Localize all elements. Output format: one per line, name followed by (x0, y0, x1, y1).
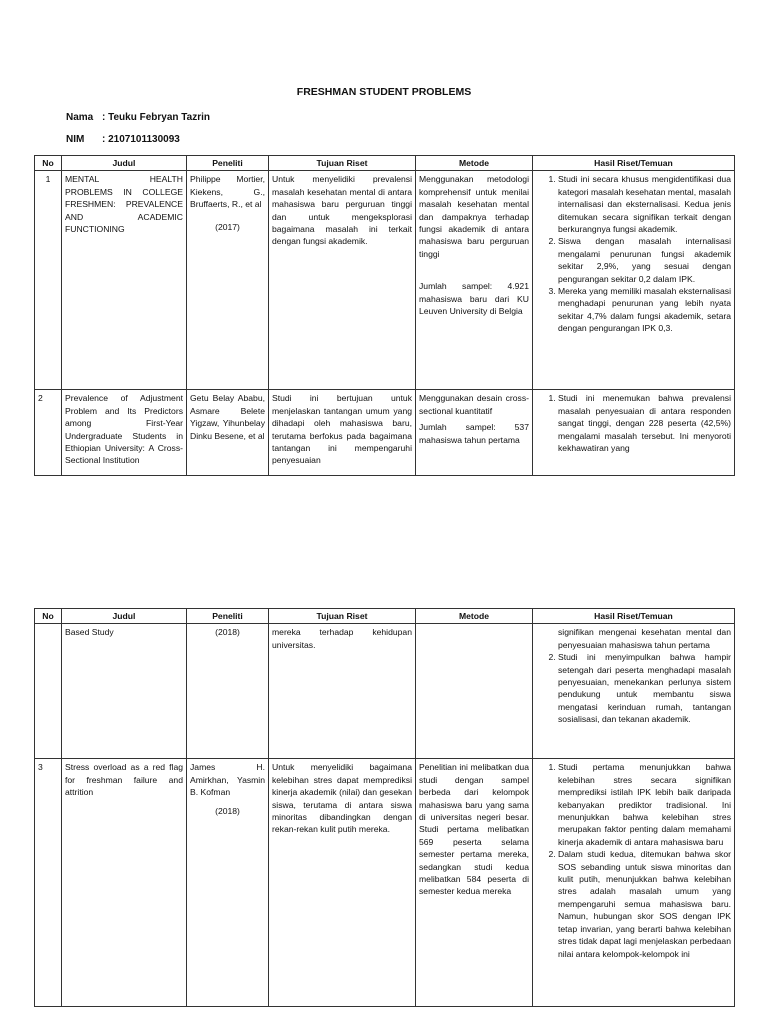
table-row (35, 759, 735, 1007)
list-item: 2. Studi ini menyimpulkan bahwa hampir setengah dari peserta menghadapi masalah penyesuaian, menekankan perlunya sistem pendukung untuk membantu siswa mengatasi kerinduan rumah, tantangan sosialisasi, dan tekanan akademik. (558, 651, 731, 725)
table-header-row (35, 609, 735, 624)
cell-metode (416, 390, 533, 476)
cell-tujuan: Untuk menyelidiki prevalensi masalah kesehatan mental di antara mahasiswa baru perguruan tinggi dan untuk mengeksplorasi bagaimana masalah ini terkait dengan fungsi akademik. (269, 171, 416, 390)
cell-hasil (533, 624, 735, 759)
header-no: No (35, 609, 62, 624)
list-item: 2. Dalam studi kedua, ditemukan bahwa skor SOS sebanding untuk siswa minoritas dan kulit putih, menunjukkan bahwa kelebihan stres adalah masalah umum yang mempengaruhi semua mahasiswa baru. Namun, hubungan skor SOS dengan IPK tetap invarian, yang berarti bahwa kelebihan stres tidak dapat lagi menjelaskan perbedaan nilai antara kelompok-kelompok ini (558, 848, 731, 960)
table-row (35, 390, 735, 476)
header-metode: Metode (416, 609, 533, 624)
peneliti-names: James H. Amirkhan, Yasmin B. Kofman (190, 762, 265, 798)
peneliti-names: Philippe Mortier, Kiekens, G., Bruffaerts, R., et al (190, 174, 265, 210)
cell-peneliti (187, 759, 269, 1007)
metode-sample: Jumlah sampel: 4.921 mahasiswa baru dari KU Leuven University di Belgia (419, 281, 529, 317)
cell-tujuan: Studi ini bertujuan untuk menjelaskan tantangan umum yang dihadapi oleh mahasiswa baru, terutama berfokus pada bagaimana tantangan ini mempengaruhi penyesuaian (269, 390, 416, 476)
table-row (35, 624, 735, 759)
hasil-list (536, 392, 731, 454)
header-hasil: Hasil Riset/Temuan (533, 609, 735, 624)
list-item: 3. Mereka yang memiliki masalah eksternalisasi menghadapi penurunan yang lebih nyata sekitar 4,7% dalam fungsi akademik, setara dengan pengurangan IPK 0,3. (558, 285, 731, 335)
hasil-list (536, 761, 731, 960)
nim-label: NIM (66, 134, 85, 145)
cell-judul: MENTAL HEALTH PROBLEMS IN COLLEGE FRESHMEN: PREVALENCE AND ACADEMIC FUNCTIONING (62, 171, 187, 390)
header-judul: Judul (62, 609, 187, 624)
header-metode: Metode (416, 156, 533, 171)
cell-judul: Based Study (62, 624, 187, 759)
cell-tujuan: mereka terhadap kehidupan universitas. (269, 624, 416, 759)
cell-peneliti: Getu Belay Ababu, Asmare Belete Yigzaw, Yihunbelay Dinku Besene, et al (187, 390, 269, 476)
header-peneliti: Peneliti (187, 609, 269, 624)
list-item: 2. Siswa dengan masalah internalisasi mengalami penurunan fungsi akademik sekitar 2,9%, yang sesuai dengan pengurangan sekitar 0,2 dalam IPK. (558, 235, 731, 285)
cell-judul: Stress overload as a red flag for freshman failure and attrition (62, 759, 187, 1007)
nim-line (66, 134, 180, 145)
header-tujuan: Tujuan Riset (269, 156, 416, 171)
cell-hasil (533, 390, 735, 476)
peneliti-year: (2018) (215, 805, 240, 816)
header-tujuan: Tujuan Riset (269, 609, 416, 624)
metode-sample: Jumlah sampel: 537 mahasiswa tahun pertama (419, 422, 529, 445)
nama-line (66, 112, 210, 123)
header-judul: Judul (62, 156, 187, 171)
cell-metode (416, 171, 533, 390)
table-row (35, 171, 735, 390)
table-header-row (35, 156, 735, 171)
cell-no: 2 (35, 390, 62, 476)
hasil-list (536, 651, 731, 725)
hasil-continued: signifikan mengenai kesehatan mental dan penyesuaian mahasiswa tahun pertama (558, 627, 731, 650)
peneliti-year: (2018) (215, 627, 240, 638)
cell-hasil (533, 171, 735, 390)
cell-metode (416, 624, 533, 759)
cell-peneliti (187, 624, 269, 759)
list-item: 1. Studi ini secara khusus mengidentifikasi dua kategori masalah kesehatan mental, masalah internalisasi dan eksternalisasi. Kedua jenis ditemukan secara signifikan terkait dengan berkurangnya fungsi akademik. (558, 173, 731, 235)
nama-value: : Teuku Febryan Tazrin (102, 112, 210, 123)
page-title: FRESHMAN STUDENT PROBLEMS (296, 86, 472, 98)
cell-no: 1 (35, 171, 62, 390)
research-table-2 (34, 608, 735, 1007)
header-no: No (35, 156, 62, 171)
research-table-1 (34, 155, 735, 476)
hasil-list (536, 173, 731, 334)
metode-text: Menggunakan metodologi komprehensif untuk menilai masalah kesehatan mental dan dampaknya terhadap fungsi akademik di antara mahasiswa baru perguruan tinggi (419, 174, 529, 259)
metode-text: Menggunakan desain cross-sectional kuantitatif (419, 393, 529, 416)
cell-judul: Prevalence of Adjustment Problem and Its Predictors among First-Year Undergraduate Students in Ethiopian University: A Cross-Sectional Institution (62, 390, 187, 476)
cell-tujuan: Untuk menyelidiki bagaimana kelebihan stres dapat memprediksi kinerja akademik (nilai) dan gesekan siswa, terutama di antara siswa minoritas dibandingkan dengan rekan-rekan kulit putih mereka. (269, 759, 416, 1007)
cell-metode: Penelitian ini melibatkan dua studi dengan sampel berbeda dari kelompok mahasiswa baru yang sama di universitas negeri besar. Studi pertama melibatkan 569 peserta selama semester pertama mereka, sedangkan studi kedua melibatkan 584 peserta di semester kedua mereka (416, 759, 533, 1007)
peneliti-year: (2017) (215, 221, 240, 232)
header-hasil: Hasil Riset/Temuan (533, 156, 735, 171)
cell-no (35, 624, 62, 759)
cell-hasil (533, 759, 735, 1007)
nama-label: Nama (66, 112, 94, 123)
list-item: 1. Studi pertama menunjukkan bahwa kelebihan stres secara signifikan memprediksi istilah IPK lebih baik daripada kebanyakan prediktor tradisional. Ini menunjukkan bahwa kelebihan stres merupakan faktor penting dalam memahami kinerja akademik di antara mahasiswa baru (558, 761, 731, 848)
header-peneliti: Peneliti (187, 156, 269, 171)
list-item: 1. Studi ini menemukan bahwa prevalensi masalah penyesuaian di antara responden sangat tinggi, dengan 228 peserta (42,5%) mengalami masalah tersebut. Ini menyoroti kekhawatiran yang (558, 392, 731, 454)
nim-value: : 2107101130093 (102, 134, 180, 145)
cell-peneliti (187, 171, 269, 390)
cell-no: 3 (35, 759, 62, 1007)
